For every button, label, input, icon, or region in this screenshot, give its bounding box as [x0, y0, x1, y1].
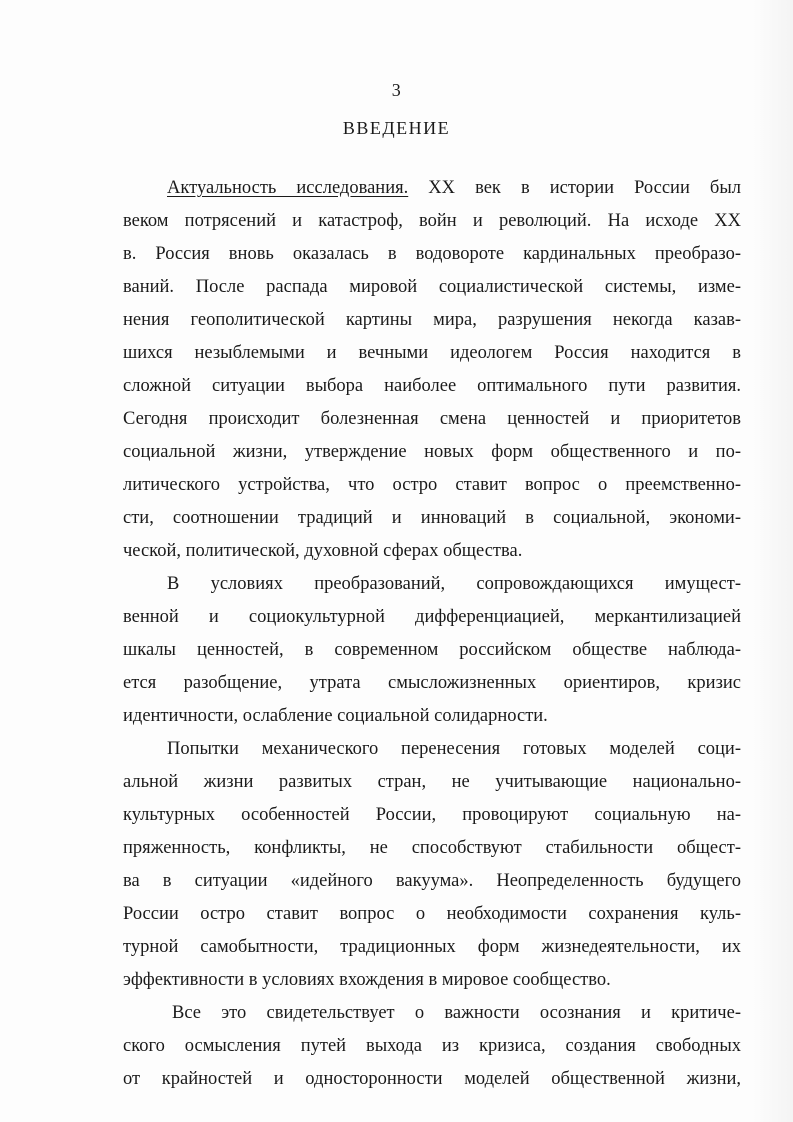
paragraph-3-line: культурных особенностей России, провоцируют социальную на-: [123, 805, 741, 825]
paragraph-2-line: В условиях преобразований, сопровождающихся имущест-: [167, 574, 741, 594]
paragraph-1-line: ваний. После распада мировой социалистической системы, изме-: [123, 277, 741, 297]
paragraph-1-line-1-rest: XX век в истории России был: [408, 178, 741, 198]
paragraph-3-line: России остро ставит вопрос о необходимости сохранения куль-: [123, 904, 741, 924]
paragraph-1-line: шихся незыблемыми и вечными идеологем Россия находится в: [123, 343, 741, 363]
paragraph-3-line: эффективности в условиях вхождения в мировое сообщество.: [123, 970, 611, 990]
paragraph-2-line: идентичности, ослабление социальной солидарности.: [123, 706, 548, 726]
paragraph-4-line: от крайностей и односторонности моделей общественной жизни,: [123, 1069, 741, 1089]
paragraph-3-line: ва в ситуации «идейного вакуума». Неопределенность будущего: [123, 871, 741, 891]
paragraph-2-line: шкалы ценностей, в современном российском обществе наблюда-: [123, 640, 741, 660]
paragraph-3-line: Попытки механического перенесения готовых моделей соци-: [167, 739, 741, 759]
paragraph-1-line: сложной ситуации выбора наиболее оптимального пути развития.: [123, 376, 741, 396]
paragraph-3-line: пряженность, конфликты, не способствуют стабильности общест-: [123, 838, 741, 858]
paragraph-1-line: сти, соотношении традиций и инноваций в социальной, экономи-: [123, 508, 741, 528]
relevance-lead: Актуальность исследования.: [167, 178, 409, 198]
paragraph-1-line: литического устройства, что остро ставит вопрос о преемственно-: [123, 475, 741, 495]
paragraph-1-line: веком потрясений и катастроф, войн и революций. На исходе XX: [123, 211, 741, 231]
paragraph-1-line-1: [167, 177, 741, 199]
paragraph-2-line: венной и социокультурной дифференциацией, меркантилизацией: [123, 607, 741, 627]
paragraph-1-line: Сегодня происходит болезненная смена ценностей и приоритетов: [123, 409, 741, 429]
section-heading: ВВЕДЕНИЕ: [342, 118, 451, 138]
paragraph-1-line: нения геополитической картины мира, разрушения некогда казав-: [123, 310, 741, 330]
paragraph-4-line: ского осмысления путей выхода из кризиса, создания свободных: [123, 1036, 741, 1056]
paragraph-2-line: ется разобщение, утрата смысложизненных ориентиров, кризис: [123, 673, 741, 693]
paragraph-3-line: турной самобытности, традиционных форм жизнедеятельности, их: [123, 937, 741, 957]
paragraph-1-line: социальной жизни, утверждение новых форм общественного и по-: [123, 442, 741, 462]
paragraph-1-line: в. Россия вновь оказалась в водовороте кардинальных преобразо-: [123, 244, 741, 264]
scan-edge-shadow: [753, 0, 793, 1122]
paragraph-4-line: Все это свидетельствует о важности осознания и критиче-: [172, 1003, 741, 1023]
page-number: 3: [391, 80, 402, 100]
paragraph-1-line: ческой, политической, духовной сферах общества.: [123, 541, 523, 561]
paragraph-3-line: альной жизни развитых стран, не учитывающие национально-: [123, 772, 741, 792]
